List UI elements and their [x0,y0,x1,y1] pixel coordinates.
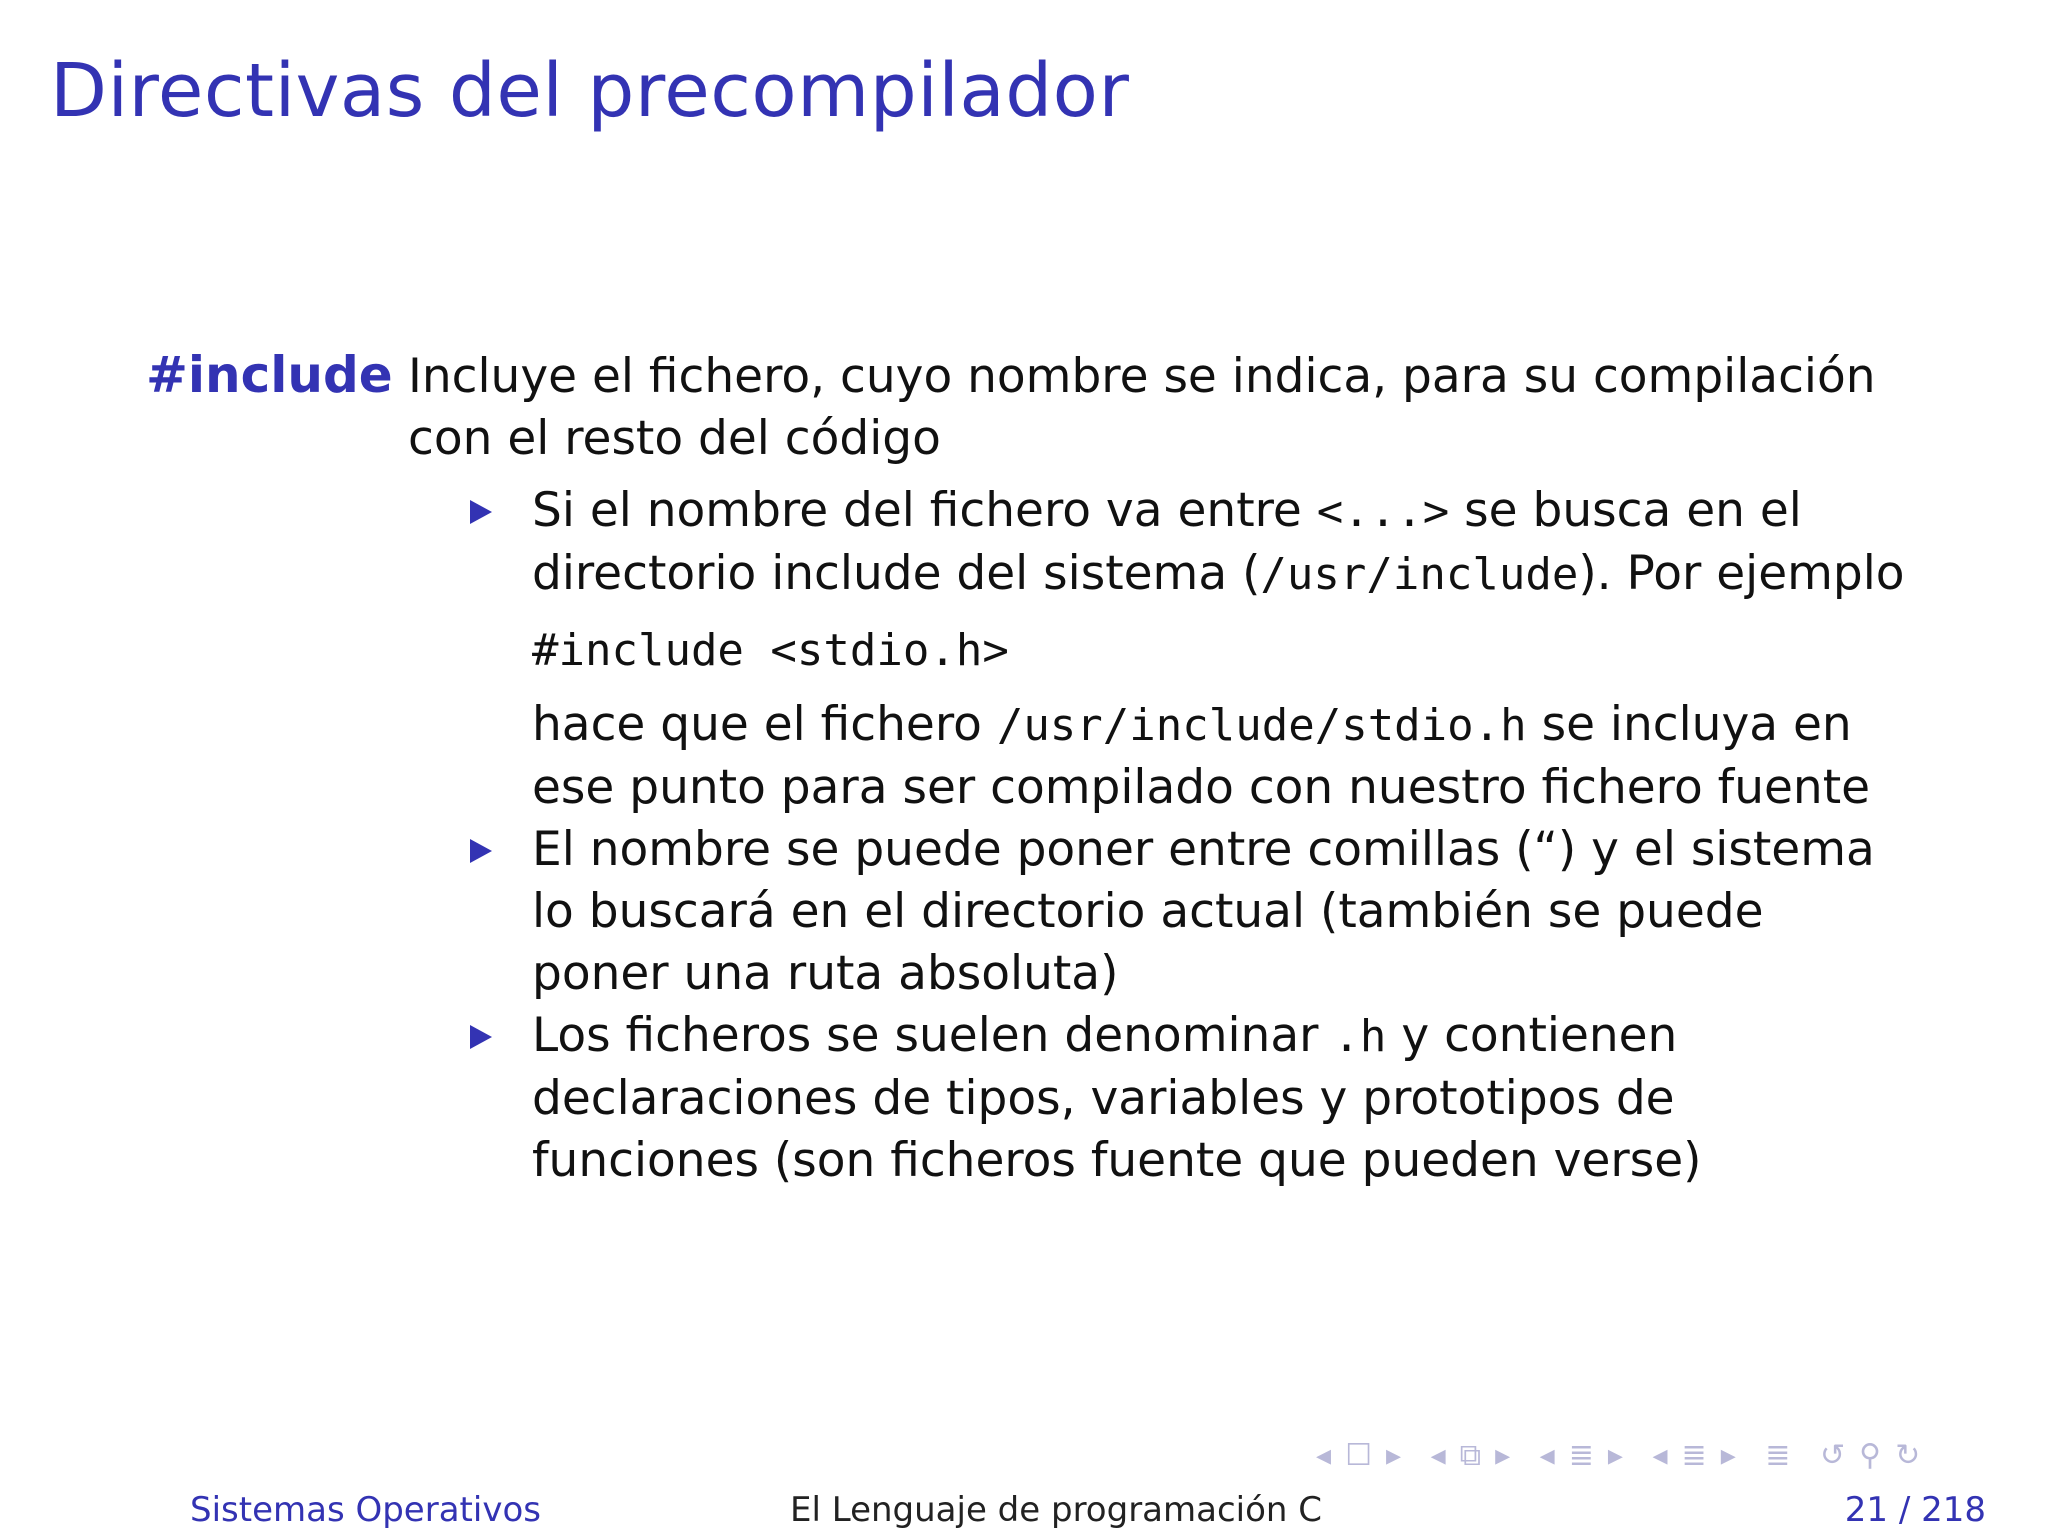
nav-subsection-icon[interactable]: ⧉ [1459,1438,1488,1473]
nav-search-icon[interactable]: ⚲ [1859,1438,1888,1473]
nav-forward-icon[interactable]: ↻ [1895,1438,1927,1473]
nav-section-icon[interactable]: ≣ [1568,1438,1600,1473]
nav-prev-frame-icon[interactable]: ◂ [1316,1438,1338,1473]
triangle-bullet-icon [470,839,492,863]
item3-text-b: y contienen declaraciones de tipos, variables y prototipos de funciones (son ficheros fuente que pueden verse) [532,1008,1702,1188]
code-example: #include <stdio.h> [532,625,1009,676]
item1-text-d: hace que el fichero [532,697,997,752]
nav-next-frame-icon[interactable]: ▸ [1385,1438,1408,1473]
triangle-bullet-icon [470,1025,492,1049]
item1-code-c: /usr/include/stdio.h [996,700,1527,751]
nav-next-subsection-icon[interactable]: ▸ [1495,1438,1517,1473]
item3-code: .h [1333,1011,1387,1062]
intro-line-2: con el resto del código [408,411,941,466]
slide-title: Directivas del precompilador [50,48,1130,134]
item1-text-e: se incluya en ese punto para ser compilado con nuestro fichero fuente [532,697,1871,815]
item3-paragraph [532,1005,1910,1192]
description-body [408,346,1908,470]
nav-prev-subsection-icon[interactable]: ◂ [1430,1438,1452,1473]
item1-code-b: /usr/include [1260,549,1579,600]
bullet-list [470,480,1910,1192]
nav-next-section-icon[interactable]: ▸ [1607,1438,1629,1473]
item1-text-c: ). Por ejemplo [1578,546,1905,601]
nav-prev-part-icon[interactable]: ◂ [1652,1438,1674,1473]
footer-page-number: 21 / 218 [1844,1490,1986,1530]
list-item [470,1005,1910,1192]
list-item [470,819,1910,1005]
footer-subject: El Lenguaje de programación C [790,1490,1322,1530]
item1-paragraph [532,480,1910,606]
nav-part-icon[interactable]: ≣ [1681,1438,1713,1473]
nav-back-icon[interactable]: ↺ [1819,1438,1852,1473]
item1-code-a: <...> [1316,486,1450,537]
nav-prev-section-icon[interactable]: ◂ [1539,1438,1561,1473]
footer-course: Sistemas Operativos [190,1490,541,1530]
item1-explanation [532,694,1910,819]
nav-doc-icon[interactable]: ≣ [1765,1438,1797,1473]
beamer-navigation [1316,1438,1934,1473]
nav-frame-icon[interactable]: ☐ [1345,1438,1378,1473]
item1-text-b: se busca en el directorio include del sistema ( [532,483,1802,601]
item2-paragraph: El nombre se puede poner entre comillas (“) y el sistema lo buscará en el directorio actual (también se puede poner una ruta absoluta) [532,822,1875,1001]
intro-line-1: Incluye el fichero, cuyo nombre se indica, para su compilación [408,349,1876,404]
description-term: #include [146,346,393,404]
item1-text-a: Si el nombre del fichero va entre [532,483,1317,538]
list-item [470,480,1910,819]
nav-next-part-icon[interactable]: ▸ [1720,1438,1742,1473]
item3-text-a: Los ficheros se suelen denominar [532,1008,1334,1063]
triangle-bullet-icon [470,500,492,524]
